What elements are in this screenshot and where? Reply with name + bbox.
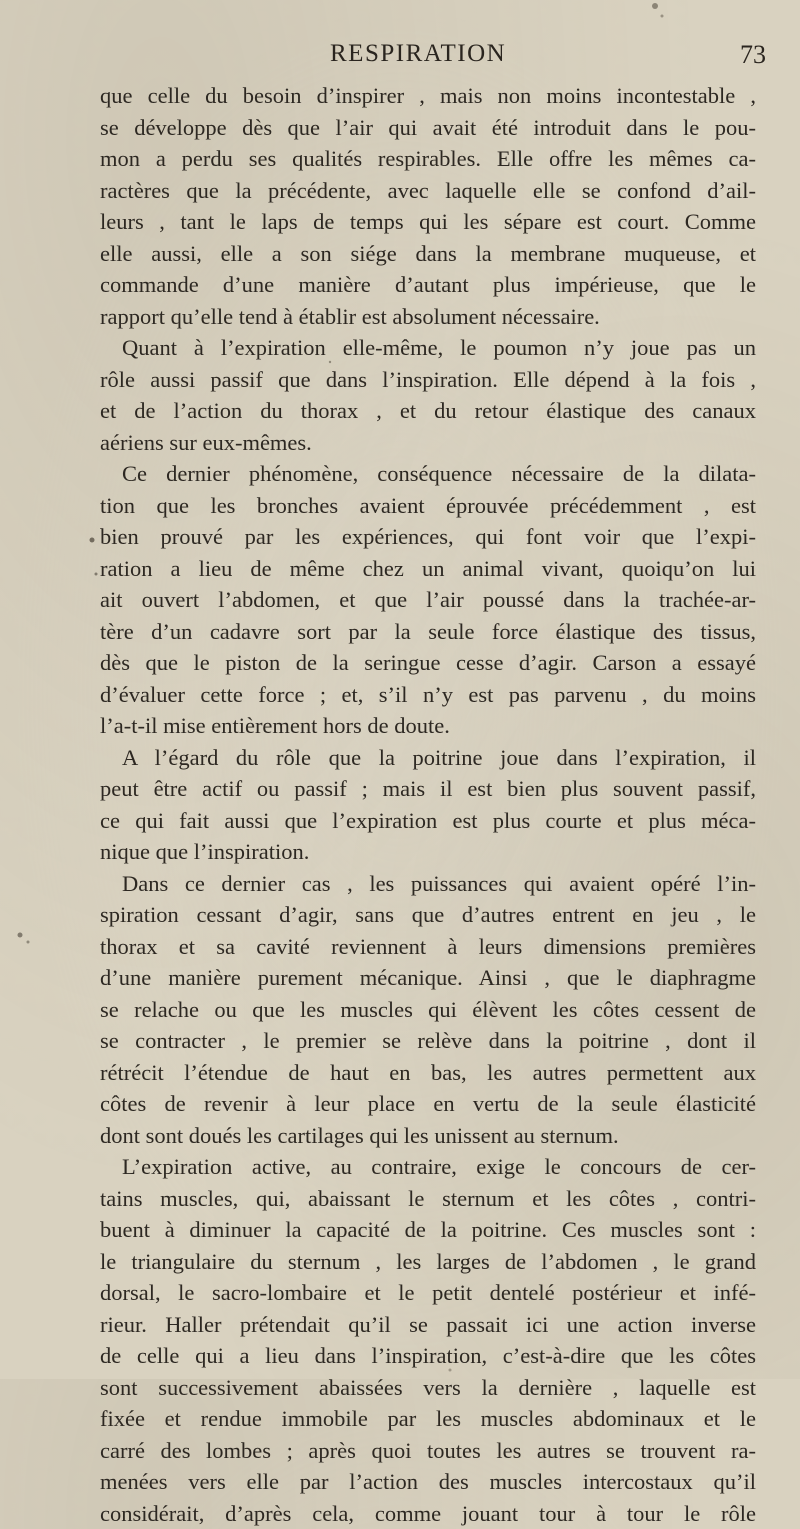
text-line: tains muscles, qui, abaissant le sternum et les côtes , contri- bbox=[100, 1183, 756, 1215]
text-line: côtes de revenir à leur place en vertu de la seule élasticité bbox=[100, 1088, 756, 1120]
text-line: rieur. Haller prétendait qu’il se passait ici une action inverse bbox=[100, 1309, 756, 1341]
text-line: considérait, d’après cela, comme jouant tour à tour le rôle bbox=[100, 1498, 756, 1529]
text-line: de celle qui a lieu dans l’inspiration, c’est-à-dire que les côtes bbox=[100, 1340, 756, 1372]
text-line: d’une manière purement mécanique. Ainsi , que le diaphragme bbox=[100, 962, 756, 994]
text-line: thorax et sa cavité reviennent à leurs dimensions premières bbox=[100, 931, 756, 963]
text-line: rapport qu’elle tend à établir est absolument nécessaire. bbox=[100, 301, 756, 333]
text-line: elle aussi, elle a son siége dans la membrane muqueuse, et bbox=[100, 238, 756, 270]
text-line: Ce dernier phénomène, conséquence nécessaire de la dilata- bbox=[100, 458, 756, 490]
text-line: se développe dès que l’air qui avait été introduit dans le pou- bbox=[100, 112, 756, 144]
text-line: aériens sur eux-mêmes. bbox=[100, 427, 756, 459]
text-line: ractères que la précédente, avec laquelle elle se confond d’ail- bbox=[100, 175, 756, 207]
text-line: nique que l’inspiration. bbox=[100, 836, 756, 868]
body-text bbox=[100, 80, 756, 1529]
text-line: rétrécit l’étendue de haut en bas, les autres permettent aux bbox=[100, 1057, 756, 1089]
text-line: Quant à l’expiration elle-même, le poumon n’y joue pas un bbox=[100, 332, 756, 364]
text-line: A l’égard du rôle que la poitrine joue dans l’expiration, il bbox=[100, 742, 756, 774]
text-line: tion que les bronches avaient éprouvée précédemment , est bbox=[100, 490, 756, 522]
text-line: ait ouvert l’abdomen, et que l’air poussé dans la trachée-ar- bbox=[100, 584, 756, 616]
text-line: spiration cessant d’agir, sans que d’autres entrent en jeu , le bbox=[100, 899, 756, 931]
text-line: leurs , tant le laps de temps qui les sépare est court. Comme bbox=[100, 206, 756, 238]
text-line: et de l’action du thorax , et du retour élastique des canaux bbox=[100, 395, 756, 427]
text-line: ce qui fait aussi que l’expiration est plus courte et plus méca- bbox=[100, 805, 756, 837]
text-line: rôle aussi passif que dans l’inspiration. Elle dépend à la fois , bbox=[100, 364, 756, 396]
page-number: 73 bbox=[740, 40, 766, 70]
text-line: d’évaluer cette force ; et, s’il n’y est pas parvenu , du moins bbox=[100, 679, 756, 711]
text-line: dont sont doués les cartilages qui les unissent au sternum. bbox=[100, 1120, 756, 1152]
text-line: menées vers elle par l’action des muscles intercostaux qu’il bbox=[100, 1466, 756, 1498]
text-line: peut être actif ou passif ; mais il est bien plus souvent passif, bbox=[100, 773, 756, 805]
text-line: carré des lombes ; après quoi toutes les autres se trouvent ra- bbox=[100, 1435, 756, 1467]
text-line: le triangulaire du sternum , les larges de l’abdomen , le grand bbox=[100, 1246, 756, 1278]
text-line: se relache ou que les muscles qui élèvent les côtes cessent de bbox=[100, 994, 756, 1026]
text-line: que celle du besoin d’inspirer , mais non moins incontestable , bbox=[100, 80, 756, 112]
text-line: se contracter , le premier se relève dans la poitrine , dont il bbox=[100, 1025, 756, 1057]
text-line: L’expiration active, au contraire, exige le concours de cer- bbox=[100, 1151, 756, 1183]
text-line: buent à diminuer la capacité de la poitrine. Ces muscles sont : bbox=[100, 1214, 756, 1246]
text-line: fixée et rendue immobile par les muscles abdominaux et le bbox=[100, 1403, 756, 1435]
running-head bbox=[0, 40, 800, 80]
text-line: dès que le piston de la seringue cesse d’agir. Carson a essayé bbox=[100, 647, 756, 679]
text-line: sont successivement abaissées vers la dernière , laquelle est bbox=[100, 1372, 756, 1404]
text-line: l’a-t-il mise entièrement hors de doute. bbox=[100, 710, 756, 742]
text-line: bien prouvé par les expériences, qui font voir que l’expi- bbox=[100, 521, 756, 553]
text-line: Dans ce dernier cas , les puissances qui avaient opéré l’in- bbox=[100, 868, 756, 900]
running-title: RESPIRATION bbox=[330, 40, 506, 68]
text-line: commande d’une manière d’autant plus impérieuse, que le bbox=[100, 269, 756, 301]
text-line: mon a perdu ses qualités respirables. Elle offre les mêmes ca- bbox=[100, 143, 756, 175]
text-line: ration a lieu de même chez un animal vivant, quoiqu’on lui bbox=[100, 553, 756, 585]
text-line: dorsal, le sacro-lombaire et le petit dentelé postérieur et infé- bbox=[100, 1277, 756, 1309]
text-line: tère d’un cadavre sort par la seule force élastique des tissus, bbox=[100, 616, 756, 648]
